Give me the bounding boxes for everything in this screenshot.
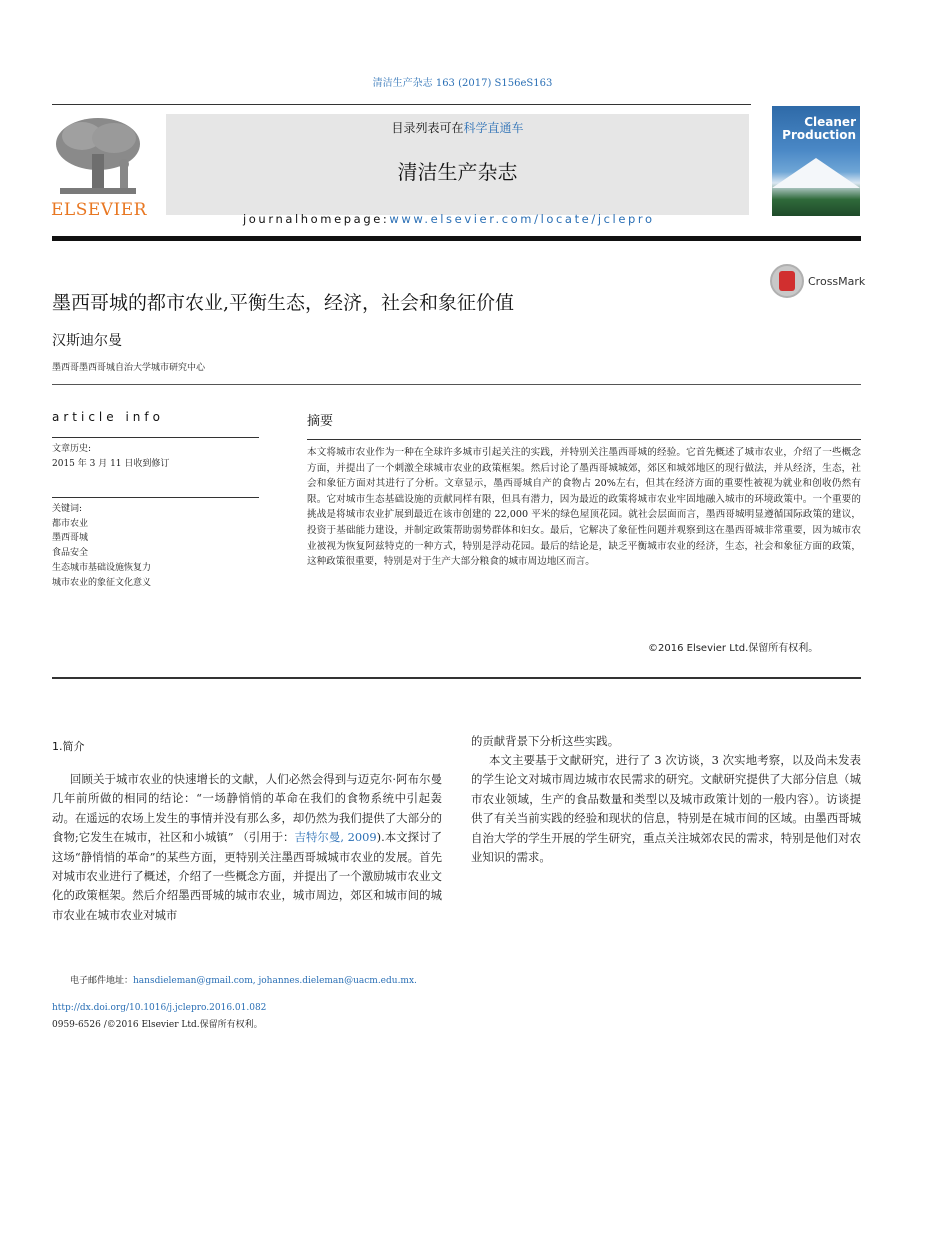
body-paragraph	[52, 770, 442, 925]
journal-cover-image	[772, 106, 860, 216]
mountain-icon	[772, 158, 860, 188]
section-heading: 1.简介	[52, 740, 85, 753]
history-value: 2015 年 3 月 11 日收到修订	[52, 458, 170, 469]
article-history	[52, 442, 169, 471]
body-paragraph: 本文主要基于文献研究，进行了 3 次访谈，3 次实地考察，以及尚未发表的学生论文对城市周边城市农民需求的研究。文献研究提供了大部分信息（城市农业领域，生产的食品数量和类型以及城市政策计划的一般内容）。访谈提供了有关当前实践的经验和现状的信息，特别是在城市间的区域。由墨西哥城自治大学的学生开展的学生研究，重点关注城郊农民的需求，特别是他们对农业知识的需求。	[471, 753, 861, 865]
abstract-copyright: ©2016 Elsevier Ltd.保留所有权利。	[648, 643, 819, 654]
contents-prefix: 目录列表可在	[391, 121, 464, 135]
elsevier-logo: ELSEVIER	[51, 200, 147, 220]
header-top-rule	[52, 104, 751, 105]
body-paragraph-continued: 的贡献背景下分析这些实践。	[471, 734, 620, 748]
abstract-bottom-rule	[52, 677, 861, 679]
history-label: 文章历史:	[52, 444, 92, 454]
keyword-item: 墨西哥城	[52, 533, 89, 544]
article-title: 墨西哥城的都市农业,平衡生态，经济，社会和象征价值	[52, 292, 515, 314]
doi-link[interactable]: http://dx.doi.org/10.1016/j.jclepro.2016.01.082	[52, 1003, 267, 1013]
sciencedirect-link[interactable]: 科学直通车	[463, 121, 524, 135]
keywords-label: 关键词:	[52, 504, 83, 514]
citation-link[interactable]: 吉特尔曼, 2009	[294, 830, 377, 845]
keywords-rule	[52, 497, 259, 498]
author-affiliation: 墨西哥墨西哥城自治大学城市研究中心	[52, 363, 206, 373]
email-footnote	[70, 973, 417, 986]
article-author[interactable]: 汉斯迪尔曼	[52, 333, 122, 349]
contents-list-line	[166, 119, 749, 136]
body-text: ).本文探讨了这场“静悄悄的革命”的某些方面，更特别关注墨西哥城城市农业的发展。首先对城市农业进行了概述，介绍了一些概念方面，并提出了一个激励城市农业文化的政策框架。然后介绍墨西哥城的城市农业，城市周边，郊区和城市间的城市农业在城市农业对城市	[52, 830, 442, 922]
article-info-heading: article info	[52, 410, 164, 424]
crossmark-label[interactable]: CrossMark	[808, 275, 866, 288]
header-bottom-rule	[52, 236, 861, 241]
cover-title-line1: Cleaner	[804, 115, 856, 129]
abstract-heading: 摘要	[307, 414, 334, 429]
keyword-item: 生态城市基础设施恢复力	[52, 562, 152, 573]
keywords-block	[52, 502, 151, 590]
title-divider	[52, 384, 861, 385]
cover-title	[782, 116, 856, 142]
article-info-rule	[52, 437, 259, 438]
keyword-item: 都市农业	[52, 518, 89, 529]
homepage-label: journalhomepage:	[243, 212, 390, 226]
abstract-text: 本文将城市农业作为一种在全球许多城市引起关注的实践，并特别关注墨西哥城的经验。它首先概述了城市农业，介绍了一些概念方面，并提出了一个刺激全球城市农业的政策框架。然后讨论了墨西哥城城郊，郊区和城郊地区的现行做法，并从经济，生态，社会和象征方面对其进行了分析。文章显示，墨西哥城自产的食物占 20%左右，但其在经济方面的重要性被视为就业和创收仍然有限。它对城市生态基础设施的贡献同样有限，但具有潜力，因为最近的政策将城市农业牢固地融入城市的环境政策中。一个重要的挑战是将城市农业扩展到最近在该市创建的 22,000 平米的绿色屋顶花园。就社会层面而言，墨西哥城明显遵循国际政策的建议，投资于基础能力建设，并制定政策帮助弱势群体和妇女。最后，它解决了象征性问题并观察到这在墨西哥城非常重要，因为城市农业被视为恢复阿兹特克的一种方式，特别是浮动花园。最后的结论是，缺乏平衡城市农业的经济，生态，社会和象征方面的政策，这种政策很重要，特别是对于生产大部分粮食的城市周边地区而言。	[307, 447, 861, 568]
journal-name: 清洁生产杂志	[397, 160, 518, 184]
keyword-item: 城市农业的象征文化意义	[52, 577, 152, 588]
cover-title-line2: Production	[782, 128, 856, 142]
issn-copyright: 0959-6526 /©2016 Elsevier Ltd.保留所有权利。	[52, 1020, 263, 1030]
keyword-item: 食品安全	[52, 548, 89, 559]
email-label: 电子邮件地址：	[70, 976, 134, 986]
crossmark-icon[interactable]	[770, 264, 804, 298]
journal-homepage	[243, 212, 655, 226]
journal-citation: 清洁生产杂志 163 (2017) S156eS163	[372, 78, 553, 89]
crossmark-bookmark-icon	[779, 271, 795, 291]
body-text: 回顾关于城市农业的快速增长的文献，人们必然会得到与迈克尔·阿布尔曼几年前所做的相同的结论：“一场静悄悄的革命在我们的食物系统中引起轰动。在遥远的农场上发生的事情并没有那么多，却仍然为我们提供了大部分的食物;它发生在城市，社区和小城镇” （引用于：	[52, 772, 442, 845]
elsevier-tree-logo-icon	[52, 114, 144, 198]
homepage-link[interactable]: www.elsevier.com/locate/jclepro	[389, 212, 655, 226]
abstract-rule	[307, 439, 861, 440]
email-links[interactable]: hansdieleman@gmail.com, johannes.dieleman@uacm.edu.mx.	[133, 976, 417, 986]
journal-header-band	[166, 114, 749, 215]
